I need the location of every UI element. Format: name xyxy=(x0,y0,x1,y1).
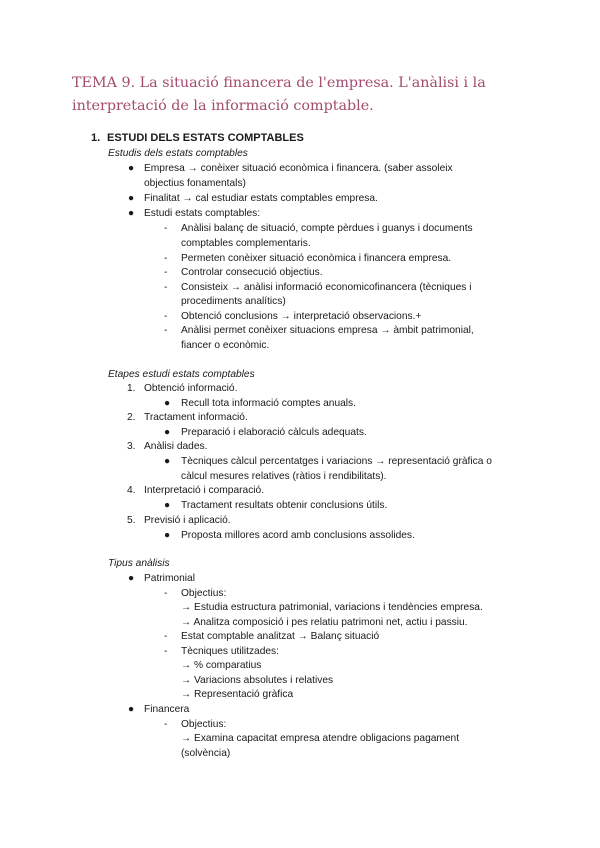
subsection-heading: Etapes estudi estats comptables xyxy=(108,369,255,380)
step-number: 3. xyxy=(127,441,136,452)
list-item: (solvència) xyxy=(181,747,231,759)
list-item: procediments analítics) xyxy=(181,296,286,307)
step-number: 1. xyxy=(127,383,136,394)
dash-marker: - xyxy=(164,719,168,730)
list-item: Preparació i elaboració càlculs adequats. xyxy=(181,427,367,438)
list-item: Controlar consecució objectius. xyxy=(181,267,323,278)
bullet-marker: ● xyxy=(164,530,171,541)
bullet-marker: ● xyxy=(164,427,171,438)
list-item: Recull tota informació comptes anuals. xyxy=(181,398,356,409)
page-title: TEMA 9. La situació financera de l'empresa. L'anàlisi i la interpretació de la informació comptable. xyxy=(72,75,486,114)
dash-marker: - xyxy=(164,646,168,657)
bullet-marker: ● xyxy=(164,500,171,511)
step-label: Previsió i aplicació. xyxy=(144,515,231,526)
list-item: → Representació gràfica xyxy=(181,689,294,700)
subsection-heading: Tipus anàlisis xyxy=(108,558,170,569)
list-item: Patrimonial xyxy=(144,573,195,584)
list-item: Financera xyxy=(144,704,190,715)
list-item: Anàlisi permet conèixer situacions empresa → àmbit patrimonial, xyxy=(181,325,474,336)
dash-marker: - xyxy=(164,223,168,234)
list-item: Permeten conèixer situació econòmica i financera empresa. xyxy=(181,253,452,264)
bullet-marker: ● xyxy=(128,573,135,584)
list-item: Proposta millores acord amb conclusions assolides. xyxy=(181,530,415,541)
step-label: Anàlisi dades. xyxy=(144,441,208,452)
list-item: → Examina capacitat empresa atendre obligacions pagament xyxy=(181,733,460,744)
list-item: objectius fonamentals) xyxy=(144,178,246,189)
list-item: Obtenció conclusions → interpretació observacions.+ xyxy=(181,311,422,322)
list-item: Objectius: xyxy=(181,588,227,599)
bullet-marker: ● xyxy=(128,193,135,204)
list-item: Tractament resultats obtenir conclusions útils. xyxy=(181,500,388,511)
step-label: Tractament informació. xyxy=(144,412,248,423)
dash-marker: - xyxy=(164,282,168,293)
dash-marker: - xyxy=(164,325,168,336)
bullet-marker: ● xyxy=(128,208,135,219)
list-item: fiancer o econòmic. xyxy=(181,340,270,351)
list-item: → Analitza composició i pes relatiu patrimoni net, actiu i passiu. xyxy=(181,616,468,628)
list-item: Tècniques utilitzades: xyxy=(181,646,279,657)
step-number: 4. xyxy=(127,485,136,496)
list-item: Consisteix → anàlisi informació economicofinancera (tècniques i xyxy=(181,282,472,293)
bullet-marker: ● xyxy=(128,704,135,715)
section-heading: ESTUDI DELS ESTATS COMPTABLES xyxy=(107,132,304,144)
subsection-heading: Estudis dels estats comptables xyxy=(108,148,248,159)
step-number: 2. xyxy=(127,412,136,423)
dash-marker: - xyxy=(164,311,168,322)
list-item: comptables complementaris. xyxy=(181,238,311,249)
list-item: Estudi estats comptables: xyxy=(144,208,261,219)
list-item: → % comparatius xyxy=(181,660,262,671)
bullet-marker: ● xyxy=(164,398,171,409)
step-label: Interpretació i comparació. xyxy=(144,485,265,496)
list-item: Tècniques càlcul percentatges i variacions → representació gràfica o xyxy=(181,456,492,467)
list-item: Objectius: xyxy=(181,719,227,730)
list-item: càlcul mesures relatives (ràtios i rendibilitats). xyxy=(181,470,387,482)
dash-marker: - xyxy=(164,267,168,278)
dash-marker: - xyxy=(164,631,168,642)
bullet-marker: ● xyxy=(164,456,171,467)
dash-marker: - xyxy=(164,588,168,599)
step-number: 5. xyxy=(127,515,136,526)
list-item: Anàlisi balanç de situació, compte pèrdues i guanys i documents xyxy=(181,223,473,234)
section-number: 1. xyxy=(91,132,101,144)
list-item: → Estudia estructura patrimonial, variacions i tendències empresa. xyxy=(181,602,483,613)
dash-marker: - xyxy=(164,253,168,264)
list-item: Estat comptable analitzat → Balanç situació xyxy=(181,631,380,642)
list-item: Finalitat → cal estudiar estats comptables empresa. xyxy=(144,193,378,204)
bullet-marker: ● xyxy=(128,163,135,174)
list-item: Empresa → conèixer situació econòmica i financera. (saber assoleix xyxy=(144,163,453,174)
step-label: Obtenció informació. xyxy=(144,383,238,394)
list-item: → Variacions absolutes i relatives xyxy=(181,674,334,686)
